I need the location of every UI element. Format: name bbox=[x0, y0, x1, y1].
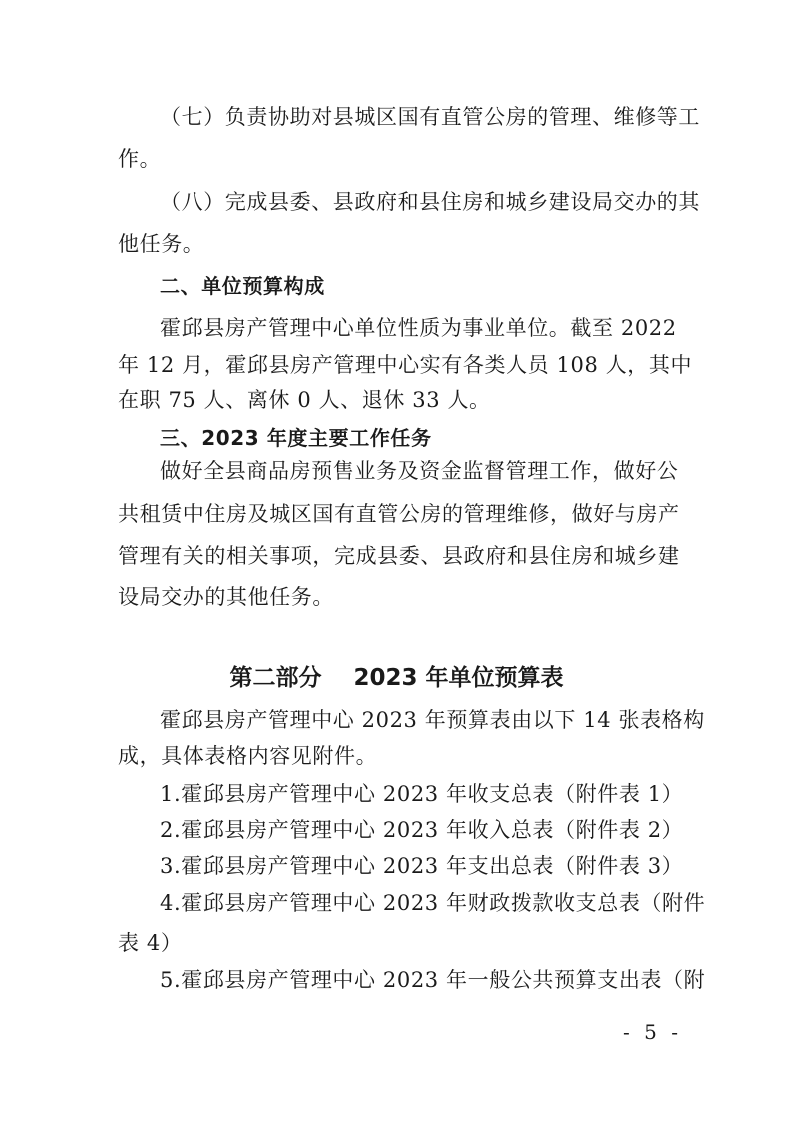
paragraph-line: （八）完成县委、县政府和县住房和城乡建设局交办的其 bbox=[160, 190, 700, 214]
paragraph-line: 霍邱县房产管理中心单位性质为事业单位。截至 2022 bbox=[160, 316, 677, 340]
paragraph-line: 在职 75 人、离休 0 人、退休 33 人。 bbox=[118, 388, 491, 412]
list-item: 1.霍邱县房产管理中心 2023 年收支总表（附件表 1） bbox=[160, 782, 684, 806]
paragraph-line: 成，具体表格内容见附件。 bbox=[118, 744, 378, 768]
list-item: 3.霍邱县房产管理中心 2023 年支出总表（附件表 3） bbox=[160, 854, 684, 878]
list-item: 2.霍邱县房产管理中心 2023 年收入总表（附件表 2） bbox=[160, 818, 684, 842]
paragraph-line: 作。 bbox=[118, 147, 162, 171]
list-item-continuation: 表 4） bbox=[118, 931, 183, 955]
paragraph-line: （七）负责协助对县城区国有直管公房的管理、维修等工 bbox=[160, 105, 700, 129]
paragraph-line: 做好全县商品房预售业务及资金监督管理工作，做好公 bbox=[160, 459, 679, 483]
paragraph-line: 霍邱县房产管理中心 2023 年预算表由以下 14 张表格构 bbox=[160, 708, 705, 732]
paragraph-line: 设局交办的其他任务。 bbox=[118, 585, 334, 609]
paragraph-line: 他任务。 bbox=[118, 232, 205, 256]
paragraph-line: 管理有关的相关事项，完成县委、县政府和县住房和城乡建 bbox=[118, 544, 680, 568]
list-item: 4.霍邱县房产管理中心 2023 年财政拨款收支总表（附件 bbox=[160, 891, 706, 915]
paragraph-line: 年 12 月，霍邱县房产管理中心实有各类人员 108 人，其中 bbox=[118, 353, 693, 377]
section-heading: 三、2023 年度主要工作任务 bbox=[160, 426, 432, 450]
section-heading: 二、单位预算构成 bbox=[160, 274, 325, 298]
paragraph-line: 共租赁中住房及城区国有直管公房的管理维修，做好与房产 bbox=[118, 502, 680, 526]
part-title: 第二部分 2023 年单位预算表 bbox=[229, 665, 564, 691]
list-item: 5.霍邱县房产管理中心 2023 年一般公共预算支出表（附 bbox=[160, 968, 706, 992]
page-number: - 5 - bbox=[623, 1020, 682, 1044]
